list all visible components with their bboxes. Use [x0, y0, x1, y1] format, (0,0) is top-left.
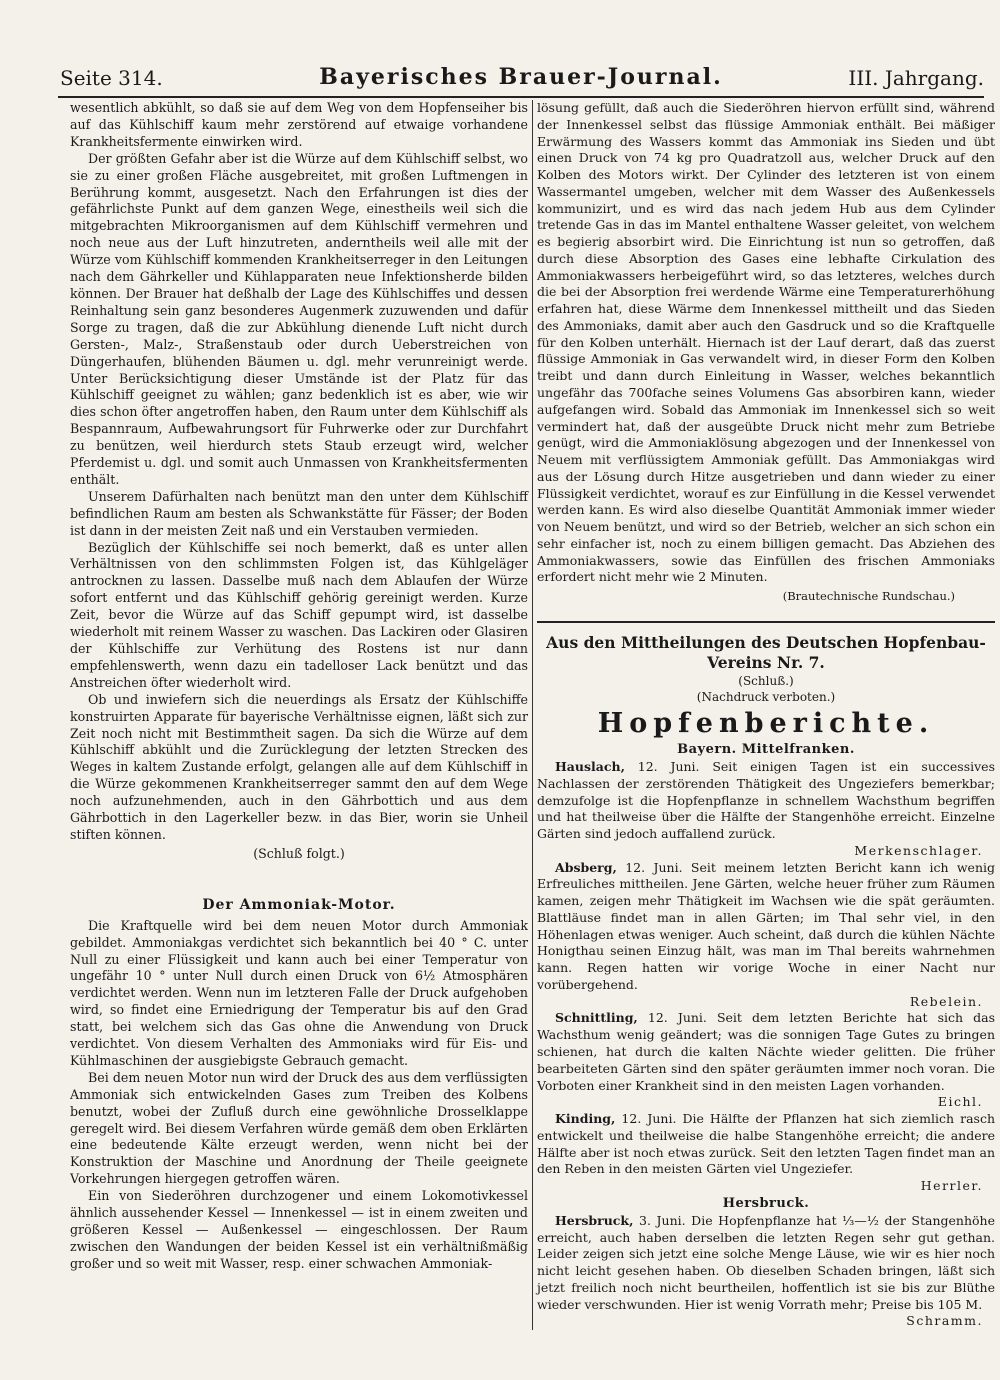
signature: Merkenschlager.: [854, 842, 983, 858]
reprint-note: (Nachdruck verboten.): [696, 689, 836, 704]
signature: Herrler.: [920, 1178, 983, 1194]
entry-text: 12. Juni. Seit einigen Tagen ist ein successives Nachlassen der zerstörenden Thätigkeit des Ungeziefers bemerkbar; demzufolge ist die Hopfenpflanze in schnellem Wachsthum begriffen und hat theilweise über die Hälfte der Stangenhöhe erreicht. Einzelne Gärten sind jedoch auffallend zurück.: [537, 758, 995, 842]
continuation-note: (Schluß folgt.): [253, 845, 345, 861]
report-entry: [537, 1010, 995, 1094]
volume-label: III. Jahrgang.: [848, 66, 984, 90]
signature-line: [537, 994, 995, 1011]
report-title: Hopfenberichte.: [597, 707, 935, 739]
signature-line: [537, 1094, 995, 1111]
place-name: Hersbruck,: [555, 1212, 634, 1228]
report-entry: [537, 1111, 995, 1178]
paragraph: Der größten Gefahr aber ist die Würze auf dem Kühlschiff selbst, wo sie zu einer großen Fläche ausgebreitet, mit großen Luftmengen in Berührung kommt, ausgesetzt. Nach den Erfahrungen ist dies der gefährlichste Punkt auf dem ganzen Wege, einestheils weil sich die mitgebrachten Mikroorganismen auf dem Kühlschiff vermehren und noch neue aus der Luft hinzutreten, anderntheils weil alle mit der Würze vom Kühlschiff kommenden Krankheitserreger in den Leitungen nach dem Gährkeller und Kühlapparaten neue Infektionsherde bilden können. Der Brauer hat deßhalb der Lage des Kühlschiffes und dessen Reinhaltung sein ganz besonderes Augenmerk zuzuwenden und dafür Sorge zu tragen, daß die zur Abkühlung dienende Luft nicht durch Gersten-, Malz-, Straßenstaub oder durch Ueberstreichen von Düngerhaufen, blühenden Bäumen u. dgl. mehr verunreinigt werde. Unter Berücksichtigung dieser Umstände ist der Platz für das Kühlschiff geeignet zu wählen; ganz bedenklich ist es aber, wie wir dies schon öfter angetroffen haben, den Raum unter dem Kühlschiff als Bespannraum, Aufbewahrungsort für Fuhrwerke oder zur Durchfahrt zu benützen, weil hierdurch stets Staub erzeugt wird, welcher Pferdemist u. dgl. und somit auch Unmassen von Krankheitsfermenten enthält.: [70, 150, 528, 487]
section-title: Aus den Mittheilungen des Deutschen Hopfenbau-Vereins Nr. 7.: [546, 632, 986, 672]
entry-text: 12. Juni. Seit meinem letzten Bericht kann ich wenig Erfreuliches mittheilen. Jene Gärten, welche heuer früher zum Räumen kamen, zeigen mehr Thätigkeit im Wachsen wie die spät geräumten. Blattläuse findet man in allen Gärten; im Thal sehr viel, in den Höhenlagen etwas weniger. Auch scheint, daß durch die kühlen Nächte Honigthau seinen Einzug hält, was man im Thal bereits wahrnehmen kann. Regen hatten wir vorige Woche in einer Nacht nur vorübergehend.: [537, 859, 995, 992]
report-entry: [537, 1213, 995, 1314]
place-name: Hauslach,: [555, 758, 625, 774]
report-entry: [537, 759, 995, 843]
paragraph: Bezüglich der Kühlschiffe sei noch bemerkt, daß es unter allen Verhältnissen von den schlimmsten Folgen ist, das Kühlgeläger antrocknen zu lassen. Dasselbe muß nach dem Ablaufen der Würze sofort entfernt und das Kühlschiff gehörig gereinigt werden. Kurze Zeit, bevor die Würze auf das Schiff gepumpt wird, ist dasselbe wiederholt mit reinem Wasser zu waschen. Das Lackiren oder Glasiren der Kühlschiffe zur Verhütung des Rostens ist nur dann empfehlenswerth, wenn dazu ein tadelloser Lack benützt und das Anstreichen öfter wiederholt wird.: [70, 539, 528, 690]
section-subtitle: (Schluß.): [738, 673, 794, 688]
signature-line: [537, 1313, 995, 1330]
region-heading: Hersbruck.: [722, 1195, 810, 1211]
signature: Eichl.: [937, 1094, 983, 1110]
page-header: [58, 56, 984, 98]
source-note: (Brautechnische Rundschau.): [782, 589, 955, 604]
entry-text: 3. Juni. Die Hopfenpflanze hat ⅓—½ der Stangenhöhe erreicht, auch haben derselben die letzten Regen sehr gut gethan. Leider zeigen sich jetzt eine solche Menge Läuse, wie wir es hier noch nicht leicht gesehen haben. Ob dieselben Schaden bringen, läßt sich jetzt freilich noch nicht beurtheilen, hoffentlich ist sie bis zur Blüthe wieder verschwunden. Hier ist wenig Vorrath mehr; Preise bis 105 M.: [537, 1212, 995, 1312]
paragraph: Bei dem neuen Motor nun wird der Druck des aus dem verflüssigten Ammoniak sich entwickelnden Gases zum Treiben des Kolbens benutzt, wobei der Zufluß durch eine gewöhnliche Drosselklappe geregelt wird. Bei diesem Verfahren würde gemäß dem oben Erklärten eine bedeutende Kälte erzeugt werden, wenn nicht bei der Konstruktion der Maschine und Anordnung der Theile geeignete Vorkehrungen hiergegen getroffen wären.: [70, 1069, 528, 1187]
paragraph: Unserem Dafürhalten nach benützt man den unter dem Kühlschiff befindlichen Raum am besten als Schwankstätte für Fässer; der Boden ist dann in der meisten Zeit naß und ein Verstauben vermieden.: [70, 488, 528, 538]
signature: Rebelein.: [909, 993, 983, 1009]
place-name: Schnittling,: [555, 1010, 638, 1026]
signature-line: [537, 843, 995, 860]
place-name: Kinding,: [555, 1111, 616, 1127]
place-name: Absberg,: [555, 859, 617, 875]
paragraph: Ob und inwiefern sich die neuerdings als Ersatz der Kühlschiffe konstruirten Apparate für bayerische Verhältnisse eignen, läßt sich zur Zeit noch nicht mit Bestimmtheit sagen. Da sich die Würze auf dem Kühlschiff abkühlt und die Zurücklegung der letzten Strecken des Weges in kaltem Zustande erfolgt, gelangen alle auf dem Kühlschiff in die Würze gekommenen Krankheitserreger sammt den auf dem Wege noch aufzunehmenden, auch in den Gährbottich und aus dem Gährbottich in den Lagerkeller bezw. in das Bier, worin sie Unheil stiften können.: [70, 691, 528, 842]
right-column: [537, 100, 995, 1330]
region-heading: Bayern. Mittelfranken.: [677, 741, 855, 757]
page-number: Seite 314.: [60, 66, 163, 90]
entry-text: 12. Juni. Die Hälfte der Pflanzen hat sich ziemlich rasch entwickelt und theilweise die halbe Stangenhöhe erreicht; die andere Hälfte aber ist noch etwas zurück. Seit den letzten Tagen findet man an den Reben in den meisten Gärten viel Ungeziefer.: [537, 1111, 995, 1177]
signature-line: [537, 1178, 995, 1195]
paragraph: lösung gefüllt, daß auch die Siederöhren hiervon erfüllt sind, während der Innenkessel selbst das flüssige Ammoniak enthält. Bei mäßiger Erwärmung des Wassers kommt das Ammoniak ins Sieden und übt einen Druck von 74 kg pro Quadratzoll aus, welcher Druck auf den Kolben des Motors wirkt. Der Cylinder des letzteren ist von einem Wassermantel umgeben, welcher mit dem Wasser des Außenkessels kommunizirt, und es wird das nach jedem Hub aus dem Cylinder tretende Gas in das im Mantel enthaltene Wasser geleitet, von welchem es begierig absorbirt wird. Die Einrichtung ist nun so getroffen, daß durch diese Absorption des Gases eine lebhafte Cirkulation des Ammoniakwassers herbeigeführt wird, so das letzteres, welches durch die bei der Absorption frei werdende Wärme eine Temperaturerhöhung erfahren hat, diese Wärme dem Innenkessel mittheilt und das Sieden des Ammoniaks, damit aber auch den Gasdruck und so die Kraftquelle für den Kolben unterhält. Hiernach ist der Lauf derart, daß das zuerst flüssige Ammoniak in Gas verwandelt wird, in dieser Form den Kolben treibt und dann durch Einleitung in Wasser, welches bekanntlich ungefähr das 700fache seines Volumens Gas absorbiren kann, wieder aufgefangen wird. Sobald das Ammoniak im Innenkessel sich so weit vermindert hat, daß der ausgeübte Druck nicht mehr zum Betriebe genügt, wird die Ammoniaklösung abgezogen und der Innenkessel von Neuem mit verflüssigtem Ammoniak gefüllt. Das Ammoniakgas wird aus der Lösung durch Hitze ausgetrieben und dann wieder zu einer Flüssigkeit verdichtet, worauf es zur Einfüllung in die Kessel verwendet werden kann. Es wird also dieselbe Quantität Ammoniak immer wieder von Neuem benützt, und wird so der Betrieb, welcher an sich schon ein sehr einfacher ist, noch zu einem billigen gemacht. Das Abziehen des Ammoniakwassers, sowie das Einfüllen des frischen Ammoniaks erfordert nicht mehr wie 2 Minuten.: [537, 100, 995, 585]
left-column: [70, 100, 528, 1330]
paragraph: wesentlich abkühlt, so daß sie auf dem Weg von dem Hopfenseiher bis auf das Kühlschiff kaum mehr zerstörend auf etwaige vorhandene Krankheitsfermente einwirken wird.: [70, 100, 528, 149]
section-rule: [537, 621, 995, 623]
signature: Schramm.: [906, 1313, 983, 1329]
entry-text: 12. Juni. Seit dem letzten Berichte hat sich das Wachsthum wenig geändert; was die sonnigen Tage Gutes zu bringen schienen, hat durch die kalten Nächte wieder gelitten. Die früher bearbeiteten Gärten sind den später geräumten immer noch voran. Die Vorboten einer Krankheit sind in den meisten Lagen vorhanden.: [537, 1010, 995, 1093]
article-title: Der Ammoniak-Motor.: [202, 896, 396, 913]
paragraph: Ein von Siederöhren durchzogener und einem Lokomotivkessel ähnlich aussehender Kessel — Innenkessel — ist in einem zweiten und größeren Kessel — Außenkessel — eingeschlossen. Der Raum zwischen den Wandungen der beiden Kessel ist ein verhältnißmäßig großer und so weit mit Wasser, resp. einer schwachen Ammoniak-: [70, 1188, 528, 1271]
column-divider: [532, 100, 533, 1330]
journal-title: Bayerisches Brauer-Journal.: [319, 64, 723, 90]
paragraph: Die Kraftquelle wird bei dem neuen Motor durch Ammoniak gebildet. Ammoniakgas verdichtet sich bekanntlich bei 40 ° C. unter Null zu einer Flüssigkeit und kann auch bei einer Temperatur von ungefähr 10 ° unter Null durch einen Druck von 6½ Atmosphären verdichtet werden. Wenn nun im letzteren Falle der Druck aufgehoben wird, so findet eine Erniedrigung der Temperatur bis auf den Grad statt, bei welchem sich das Gas ohne die Anwendung von Druck verdichtet. Von diesem Verhalten des Ammoniaks wird für Eis- und Kühlmaschinen der ausgiebigste Gebrauch gemacht.: [70, 917, 528, 1068]
report-entry: [537, 860, 995, 994]
